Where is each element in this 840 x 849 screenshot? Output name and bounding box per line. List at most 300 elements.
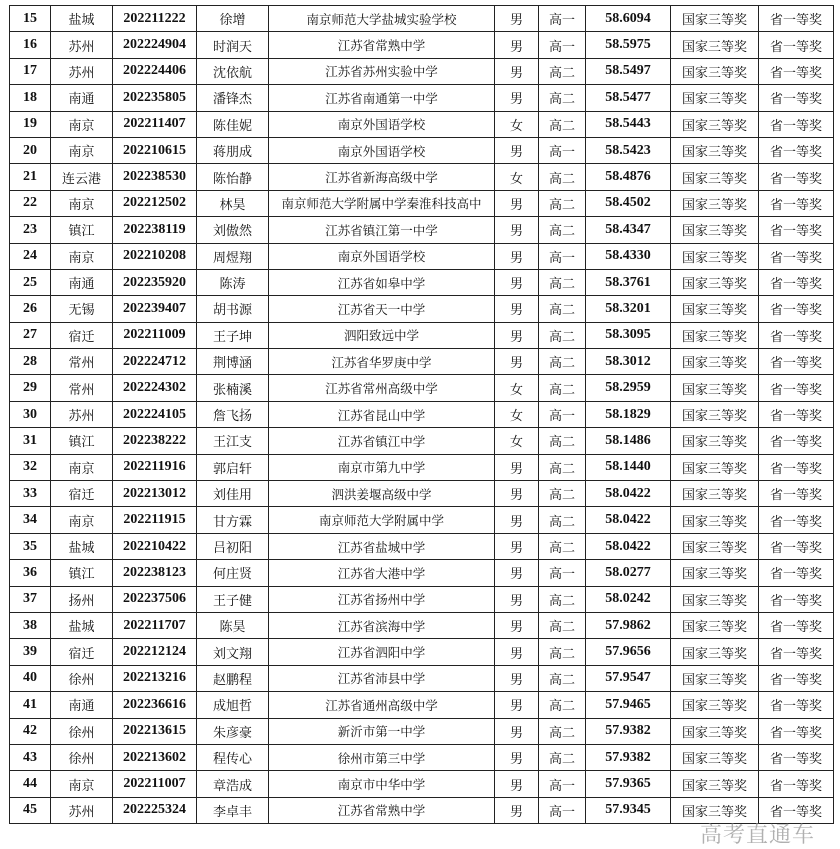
name-cell: 王子健 (197, 586, 269, 612)
provincial-award-cell: 省一等奖 (759, 58, 834, 84)
city-cell: 镇江 (51, 217, 113, 243)
provincial-award-cell: 省一等奖 (759, 612, 834, 638)
national-award-cell: 国家三等奖 (671, 454, 759, 480)
school-cell: 江苏省常熟中学 (269, 797, 495, 823)
table-row (10, 32, 834, 58)
grade-cell: 高二 (539, 612, 586, 638)
name-cell: 时润天 (197, 32, 269, 58)
table-row (10, 375, 834, 401)
rank-cell: 24 (10, 243, 51, 269)
rank-cell: 29 (10, 375, 51, 401)
name-cell: 刘文翔 (197, 639, 269, 665)
score-cell: 58.0422 (586, 533, 671, 559)
id-cell: 202237506 (113, 586, 197, 612)
city-cell: 常州 (51, 375, 113, 401)
school-cell: 江苏省镇江第一中学 (269, 217, 495, 243)
city-cell: 镇江 (51, 428, 113, 454)
rank-cell: 35 (10, 533, 51, 559)
table-row (10, 428, 834, 454)
gender-cell: 男 (495, 533, 539, 559)
name-cell: 潘锋杰 (197, 85, 269, 111)
provincial-award-cell: 省一等奖 (759, 428, 834, 454)
national-award-cell: 国家三等奖 (671, 560, 759, 586)
award-results-table (9, 5, 834, 824)
rank-cell: 17 (10, 58, 51, 84)
city-cell: 苏州 (51, 58, 113, 84)
table-row (10, 58, 834, 84)
id-cell: 202211007 (113, 771, 197, 797)
table-row (10, 692, 834, 718)
table-row (10, 111, 834, 137)
school-cell: 江苏省常州高级中学 (269, 375, 495, 401)
gender-cell: 女 (495, 375, 539, 401)
gender-cell: 男 (495, 243, 539, 269)
id-cell: 202224712 (113, 349, 197, 375)
national-award-cell: 国家三等奖 (671, 481, 759, 507)
provincial-award-cell: 省一等奖 (759, 32, 834, 58)
rank-cell: 28 (10, 349, 51, 375)
id-cell: 202211407 (113, 111, 197, 137)
name-cell: 刘傲然 (197, 217, 269, 243)
provincial-award-cell: 省一等奖 (759, 190, 834, 216)
city-cell: 南京 (51, 111, 113, 137)
grade-cell: 高二 (539, 428, 586, 454)
grade-cell: 高二 (539, 164, 586, 190)
id-cell: 202236616 (113, 692, 197, 718)
school-cell: 江苏省泗阳中学 (269, 639, 495, 665)
provincial-award-cell: 省一等奖 (759, 85, 834, 111)
national-award-cell: 国家三等奖 (671, 586, 759, 612)
school-cell: 泗洪姜堰高级中学 (269, 481, 495, 507)
school-cell: 南京师范大学盐城实验学校 (269, 6, 495, 32)
school-cell: 徐州市第三中学 (269, 744, 495, 770)
city-cell: 苏州 (51, 401, 113, 427)
table-row (10, 401, 834, 427)
rank-cell: 36 (10, 560, 51, 586)
id-cell: 202238530 (113, 164, 197, 190)
gender-cell: 男 (495, 190, 539, 216)
score-cell: 58.6094 (586, 6, 671, 32)
provincial-award-cell: 省一等奖 (759, 797, 834, 823)
school-cell: 南京师范大学附属中学 (269, 507, 495, 533)
school-cell: 江苏省镇江中学 (269, 428, 495, 454)
id-cell: 202224406 (113, 58, 197, 84)
score-cell: 58.0422 (586, 507, 671, 533)
rank-cell: 32 (10, 454, 51, 480)
grade-cell: 高二 (539, 322, 586, 348)
table-row (10, 771, 834, 797)
score-cell: 58.4330 (586, 243, 671, 269)
score-cell: 58.0277 (586, 560, 671, 586)
name-cell: 詹飞扬 (197, 401, 269, 427)
grade-cell: 高一 (539, 6, 586, 32)
id-cell: 202235920 (113, 269, 197, 295)
provincial-award-cell: 省一等奖 (759, 718, 834, 744)
score-cell: 58.0242 (586, 586, 671, 612)
provincial-award-cell: 省一等奖 (759, 560, 834, 586)
grade-cell: 高二 (539, 692, 586, 718)
school-cell: 江苏省大港中学 (269, 560, 495, 586)
table-row (10, 190, 834, 216)
national-award-cell: 国家三等奖 (671, 507, 759, 533)
name-cell: 张楠溪 (197, 375, 269, 401)
gender-cell: 男 (495, 507, 539, 533)
table-row (10, 560, 834, 586)
score-cell: 58.5443 (586, 111, 671, 137)
grade-cell: 高二 (539, 85, 586, 111)
rank-cell: 22 (10, 190, 51, 216)
provincial-award-cell: 省一等奖 (759, 454, 834, 480)
national-award-cell: 国家三等奖 (671, 58, 759, 84)
provincial-award-cell: 省一等奖 (759, 375, 834, 401)
city-cell: 苏州 (51, 797, 113, 823)
school-cell: 南京师范大学附属中学秦淮科技高中 (269, 190, 495, 216)
school-cell: 南京外国语学校 (269, 137, 495, 163)
score-cell: 58.1829 (586, 401, 671, 427)
score-cell: 57.9345 (586, 797, 671, 823)
table-row (10, 533, 834, 559)
table-row (10, 639, 834, 665)
city-cell: 镇江 (51, 560, 113, 586)
score-cell: 57.9382 (586, 718, 671, 744)
national-award-cell: 国家三等奖 (671, 190, 759, 216)
table-row (10, 349, 834, 375)
gender-cell: 男 (495, 85, 539, 111)
provincial-award-cell: 省一等奖 (759, 692, 834, 718)
score-cell: 58.4502 (586, 190, 671, 216)
score-cell: 58.4347 (586, 217, 671, 243)
name-cell: 成旭哲 (197, 692, 269, 718)
table-row (10, 6, 834, 32)
school-cell: 江苏省扬州中学 (269, 586, 495, 612)
name-cell: 陈涛 (197, 269, 269, 295)
grade-cell: 高二 (539, 111, 586, 137)
gender-cell: 男 (495, 32, 539, 58)
school-cell: 江苏省新海高级中学 (269, 164, 495, 190)
score-cell: 58.5477 (586, 85, 671, 111)
name-cell: 李卓丰 (197, 797, 269, 823)
provincial-award-cell: 省一等奖 (759, 665, 834, 691)
name-cell: 吕初阳 (197, 533, 269, 559)
gender-cell: 男 (495, 665, 539, 691)
table-row (10, 217, 834, 243)
gender-cell: 男 (495, 744, 539, 770)
name-cell: 林昊 (197, 190, 269, 216)
name-cell: 荆博涵 (197, 349, 269, 375)
national-award-cell: 国家三等奖 (671, 32, 759, 58)
table-row (10, 164, 834, 190)
national-award-cell: 国家三等奖 (671, 322, 759, 348)
id-cell: 202212502 (113, 190, 197, 216)
gender-cell: 男 (495, 692, 539, 718)
name-cell: 胡书源 (197, 296, 269, 322)
national-award-cell: 国家三等奖 (671, 718, 759, 744)
city-cell: 宿迁 (51, 639, 113, 665)
rank-cell: 34 (10, 507, 51, 533)
city-cell: 南通 (51, 269, 113, 295)
rank-cell: 21 (10, 164, 51, 190)
grade-cell: 高二 (539, 58, 586, 84)
gender-cell: 男 (495, 639, 539, 665)
score-cell: 58.3095 (586, 322, 671, 348)
score-cell: 58.3201 (586, 296, 671, 322)
grade-cell: 高一 (539, 32, 586, 58)
rank-cell: 30 (10, 401, 51, 427)
school-cell: 南京外国语学校 (269, 111, 495, 137)
grade-cell: 高一 (539, 243, 586, 269)
national-award-cell: 国家三等奖 (671, 665, 759, 691)
gender-cell: 女 (495, 111, 539, 137)
city-cell: 苏州 (51, 32, 113, 58)
grade-cell: 高二 (539, 454, 586, 480)
national-award-cell: 国家三等奖 (671, 164, 759, 190)
gender-cell: 男 (495, 560, 539, 586)
gender-cell: 男 (495, 349, 539, 375)
school-cell: 江苏省盐城中学 (269, 533, 495, 559)
score-cell: 57.9382 (586, 744, 671, 770)
grade-cell: 高二 (539, 507, 586, 533)
rank-cell: 26 (10, 296, 51, 322)
gender-cell: 男 (495, 322, 539, 348)
city-cell: 连云港 (51, 164, 113, 190)
rank-cell: 27 (10, 322, 51, 348)
table-row (10, 612, 834, 638)
table-body (10, 6, 834, 824)
city-cell: 常州 (51, 349, 113, 375)
score-cell: 58.3761 (586, 269, 671, 295)
city-cell: 徐州 (51, 718, 113, 744)
gender-cell: 男 (495, 797, 539, 823)
city-cell: 盐城 (51, 6, 113, 32)
grade-cell: 高二 (539, 744, 586, 770)
gender-cell: 男 (495, 6, 539, 32)
national-award-cell: 国家三等奖 (671, 692, 759, 718)
name-cell: 陈佳妮 (197, 111, 269, 137)
id-cell: 202213012 (113, 481, 197, 507)
school-cell: 江苏省通州高级中学 (269, 692, 495, 718)
rank-cell: 23 (10, 217, 51, 243)
gender-cell: 男 (495, 137, 539, 163)
name-cell: 刘佳用 (197, 481, 269, 507)
national-award-cell: 国家三等奖 (671, 771, 759, 797)
grade-cell: 高一 (539, 797, 586, 823)
provincial-award-cell: 省一等奖 (759, 533, 834, 559)
national-award-cell: 国家三等奖 (671, 797, 759, 823)
gender-cell: 男 (495, 296, 539, 322)
name-cell: 程传心 (197, 744, 269, 770)
city-cell: 徐州 (51, 665, 113, 691)
table-row (10, 718, 834, 744)
school-cell: 江苏省苏州实验中学 (269, 58, 495, 84)
city-cell: 盐城 (51, 612, 113, 638)
name-cell: 何庄贤 (197, 560, 269, 586)
score-cell: 58.5975 (586, 32, 671, 58)
school-cell: 江苏省如皋中学 (269, 269, 495, 295)
provincial-award-cell: 省一等奖 (759, 164, 834, 190)
name-cell: 蒋朋成 (197, 137, 269, 163)
table-row (10, 322, 834, 348)
national-award-cell: 国家三等奖 (671, 137, 759, 163)
rank-cell: 45 (10, 797, 51, 823)
table-row (10, 269, 834, 295)
provincial-award-cell: 省一等奖 (759, 586, 834, 612)
rank-cell: 37 (10, 586, 51, 612)
score-cell: 57.9656 (586, 639, 671, 665)
name-cell: 郭启轩 (197, 454, 269, 480)
gender-cell: 男 (495, 454, 539, 480)
id-cell: 202211707 (113, 612, 197, 638)
school-cell: 江苏省天一中学 (269, 296, 495, 322)
national-award-cell: 国家三等奖 (671, 428, 759, 454)
national-award-cell: 国家三等奖 (671, 296, 759, 322)
national-award-cell: 国家三等奖 (671, 401, 759, 427)
gender-cell: 男 (495, 718, 539, 744)
grade-cell: 高二 (539, 481, 586, 507)
table-row (10, 507, 834, 533)
provincial-award-cell: 省一等奖 (759, 744, 834, 770)
table-row (10, 481, 834, 507)
provincial-award-cell: 省一等奖 (759, 217, 834, 243)
rank-cell: 33 (10, 481, 51, 507)
grade-cell: 高一 (539, 137, 586, 163)
id-cell: 202211222 (113, 6, 197, 32)
id-cell: 202213615 (113, 718, 197, 744)
grade-cell: 高二 (539, 217, 586, 243)
name-cell: 陈昊 (197, 612, 269, 638)
score-cell: 57.9862 (586, 612, 671, 638)
rank-cell: 20 (10, 137, 51, 163)
city-cell: 宿迁 (51, 322, 113, 348)
provincial-award-cell: 省一等奖 (759, 322, 834, 348)
gender-cell: 女 (495, 164, 539, 190)
rank-cell: 18 (10, 85, 51, 111)
id-cell: 202211916 (113, 454, 197, 480)
name-cell: 徐增 (197, 6, 269, 32)
national-award-cell: 国家三等奖 (671, 269, 759, 295)
school-cell: 江苏省昆山中学 (269, 401, 495, 427)
name-cell: 沈依航 (197, 58, 269, 84)
national-award-cell: 国家三等奖 (671, 6, 759, 32)
provincial-award-cell: 省一等奖 (759, 771, 834, 797)
name-cell: 朱彦豪 (197, 718, 269, 744)
gender-cell: 男 (495, 269, 539, 295)
id-cell: 202225324 (113, 797, 197, 823)
national-award-cell: 国家三等奖 (671, 243, 759, 269)
grade-cell: 高二 (539, 665, 586, 691)
gender-cell: 男 (495, 771, 539, 797)
school-cell: 南京市第九中学 (269, 454, 495, 480)
provincial-award-cell: 省一等奖 (759, 401, 834, 427)
school-cell: 泗阳致远中学 (269, 322, 495, 348)
id-cell: 202210208 (113, 243, 197, 269)
id-cell: 202224105 (113, 401, 197, 427)
name-cell: 章浩成 (197, 771, 269, 797)
grade-cell: 高一 (539, 560, 586, 586)
rank-cell: 40 (10, 665, 51, 691)
id-cell: 202224302 (113, 375, 197, 401)
grade-cell: 高一 (539, 771, 586, 797)
city-cell: 南京 (51, 137, 113, 163)
table-row (10, 744, 834, 770)
gender-cell: 女 (495, 428, 539, 454)
score-cell: 58.3012 (586, 349, 671, 375)
name-cell: 王江支 (197, 428, 269, 454)
score-cell: 58.5497 (586, 58, 671, 84)
rank-cell: 43 (10, 744, 51, 770)
rank-cell: 44 (10, 771, 51, 797)
city-cell: 南京 (51, 190, 113, 216)
provincial-award-cell: 省一等奖 (759, 639, 834, 665)
city-cell: 南京 (51, 454, 113, 480)
city-cell: 无锡 (51, 296, 113, 322)
score-cell: 58.5423 (586, 137, 671, 163)
school-cell: 江苏省沛县中学 (269, 665, 495, 691)
rank-cell: 25 (10, 269, 51, 295)
city-cell: 南通 (51, 85, 113, 111)
rank-cell: 16 (10, 32, 51, 58)
provincial-award-cell: 省一等奖 (759, 111, 834, 137)
gender-cell: 女 (495, 401, 539, 427)
table-row (10, 296, 834, 322)
name-cell: 陈怡静 (197, 164, 269, 190)
name-cell: 甘方霖 (197, 507, 269, 533)
rank-cell: 19 (10, 111, 51, 137)
provincial-award-cell: 省一等奖 (759, 349, 834, 375)
provincial-award-cell: 省一等奖 (759, 269, 834, 295)
national-award-cell: 国家三等奖 (671, 375, 759, 401)
city-cell: 南京 (51, 507, 113, 533)
id-cell: 202211915 (113, 507, 197, 533)
school-cell: 新沂市第一中学 (269, 718, 495, 744)
grade-cell: 高二 (539, 296, 586, 322)
grade-cell: 高二 (539, 639, 586, 665)
city-cell: 徐州 (51, 744, 113, 770)
rank-cell: 31 (10, 428, 51, 454)
grade-cell: 高二 (539, 190, 586, 216)
city-cell: 南京 (51, 243, 113, 269)
id-cell: 202235805 (113, 85, 197, 111)
score-cell: 58.4876 (586, 164, 671, 190)
provincial-award-cell: 省一等奖 (759, 243, 834, 269)
id-cell: 202211009 (113, 322, 197, 348)
provincial-award-cell: 省一等奖 (759, 6, 834, 32)
national-award-cell: 国家三等奖 (671, 612, 759, 638)
score-cell: 57.9547 (586, 665, 671, 691)
gender-cell: 男 (495, 612, 539, 638)
city-cell: 盐城 (51, 533, 113, 559)
id-cell: 202238119 (113, 217, 197, 243)
grade-cell: 高二 (539, 269, 586, 295)
school-cell: 江苏省常熟中学 (269, 32, 495, 58)
score-cell: 58.1486 (586, 428, 671, 454)
grade-cell: 高二 (539, 349, 586, 375)
score-cell: 58.0422 (586, 481, 671, 507)
national-award-cell: 国家三等奖 (671, 639, 759, 665)
id-cell: 202210422 (113, 533, 197, 559)
provincial-award-cell: 省一等奖 (759, 137, 834, 163)
national-award-cell: 国家三等奖 (671, 744, 759, 770)
name-cell: 赵鹏程 (197, 665, 269, 691)
id-cell: 202213602 (113, 744, 197, 770)
rank-cell: 15 (10, 6, 51, 32)
national-award-cell: 国家三等奖 (671, 85, 759, 111)
table-row (10, 85, 834, 111)
gender-cell: 男 (495, 481, 539, 507)
name-cell: 王子坤 (197, 322, 269, 348)
school-cell: 南京市中华中学 (269, 771, 495, 797)
score-cell: 58.2959 (586, 375, 671, 401)
id-cell: 202210615 (113, 137, 197, 163)
